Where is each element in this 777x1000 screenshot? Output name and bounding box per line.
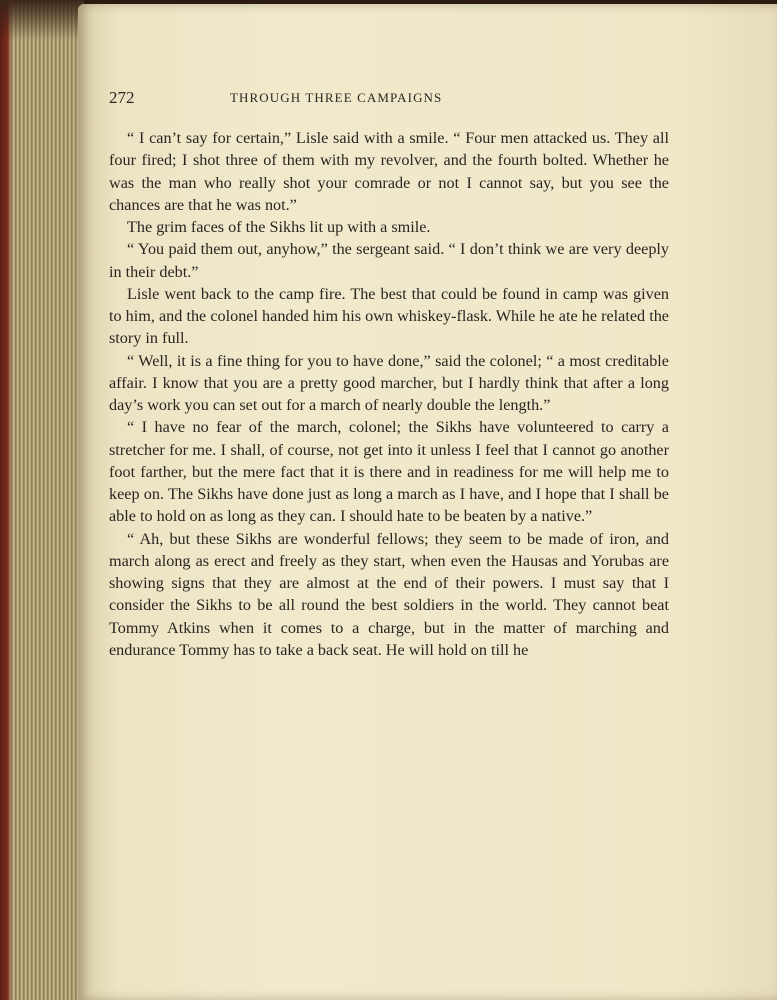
paragraph: “ I have no fear of the march, colonel; the Sikhs have volunteered to carry a stretcher for me. I shall, of course, not get into it unless I feel that I cannot go another foot farther, but the mere fact that it is there and in readiness for me will help me to keep on. The Sikhs have done just as long a march as I have, and I hope that I shall be able to hold on as long as they can. I should hate to be beaten by a native.” [109, 418, 669, 526]
running-title: THROUGH THREE CAMPAIGNS [230, 90, 443, 105]
body-text [109, 127, 669, 661]
paragraph: “ You paid them out, anyhow,” the sergeant said. “ I don’t think we are very deeply in their debt.” [109, 240, 669, 281]
paragraph: “ Ah, but these Sikhs are wonderful fellows; they seem to be made of iron, and march along as erect and freely as they start, when even the Hausas and Yorubas are showing signs that they are almost at the end of their powers. I must say that I consider the Sikhs to be all round the best soldiers in the world. They cannot beat Tommy Atkins when it comes to a charge, but in the matter of marching and endurance Tommy has to take a back seat. He will hold on till he [109, 529, 669, 659]
paragraph: “ I can’t say for certain,” Lisle said with a smile. “ Four men attacked us. They all four fired; I shot three of them with my revolver, and the fourth bolted. Whether he was the man who really shot your comrade or not I cannot say, but you see the chances are that he was not.” [109, 129, 669, 214]
paragraph: Lisle went back to the camp fire. The best that could be found in camp was given to him, and the colonel handed him his own whiskey-flask. While he ate he related the story in full. [109, 284, 669, 348]
page-number: 272 [109, 88, 135, 107]
page-edges [0, 0, 84, 1000]
page-header [109, 88, 580, 110]
paragraph: The grim faces of the Sikhs lit up with a smile. [127, 218, 431, 236]
paragraph: “ Well, it is a fine thing for you to have done,” said the colonel; “ a most creditable affair. I know that you are a pretty good marcher, but I hardly think that after a long day’s work you can set out for a march of nearly double the length.” [109, 351, 669, 414]
